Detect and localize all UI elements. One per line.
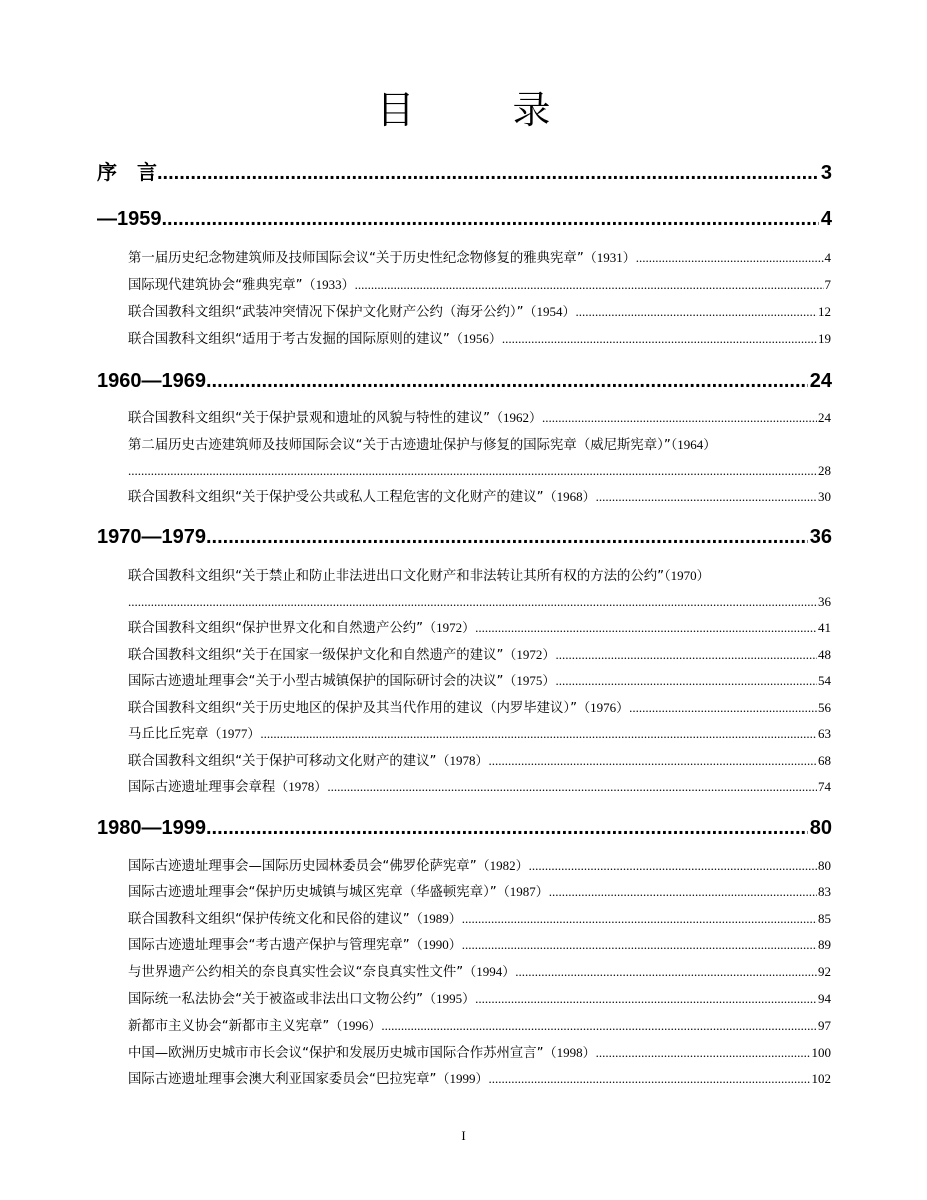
entry-year: （1998）: [543, 1045, 596, 1060]
dot-leader: [555, 645, 817, 665]
entry-year: （1996）: [329, 1018, 382, 1033]
toc-entry[interactable]: [128, 302, 831, 323]
entry-page: 94: [818, 991, 831, 1006]
toc-entry-continuation[interactable]: [128, 461, 831, 481]
dot-leader: [128, 461, 818, 481]
entry-title: 第二届历史古迹建筑师及技师国际会议“关于古迹遗址保护与修复的国际宪章（威尼斯宪章）”: [128, 438, 671, 453]
toc-entry-wrapped[interactable]: [128, 435, 831, 456]
toc-entry-continuation[interactable]: [128, 592, 831, 612]
entry-title: 国际现代建筑协会“雅典宪章”: [128, 278, 303, 293]
dot-leader: [596, 1043, 811, 1063]
dot-leader: [475, 989, 817, 1009]
toc-entry[interactable]: [128, 751, 831, 772]
dot-leader: [515, 962, 817, 982]
entry-page: 92: [818, 964, 831, 979]
dot-leader: [327, 777, 817, 797]
toc-section-1970-1979[interactable]: [97, 524, 832, 550]
entry-page: 48: [818, 647, 831, 662]
toc-entry[interactable]: [128, 275, 831, 296]
entry-page: 7: [824, 277, 831, 292]
section-label: 1980—1999: [97, 817, 206, 839]
entry-title: 联合国教科文组织“关于保护受公共或私人工程危害的文化财产的建议”: [128, 490, 544, 505]
toc-entry[interactable]: [128, 989, 831, 1010]
toc-section-1980-1999[interactable]: [97, 815, 832, 841]
entry-year: （1931）: [583, 250, 636, 265]
entry-page: 56: [818, 700, 831, 715]
dot-leader: [157, 160, 819, 186]
dot-leader: [629, 698, 817, 718]
entry-page: 63: [818, 726, 831, 741]
entry-page: 80: [818, 858, 831, 873]
toc-entry-wrapped[interactable]: [128, 566, 831, 587]
dot-leader: [555, 671, 817, 691]
entry-page: 24: [818, 410, 831, 425]
entry-title: 联合国教科文组织“适用于考古发掘的国际原则的建议”: [128, 332, 450, 347]
toc-section-preface[interactable]: [97, 160, 832, 186]
dot-leader: [206, 524, 808, 550]
section-label: 1960—1969: [97, 370, 206, 392]
toc-entry[interactable]: [128, 408, 831, 429]
dot-leader: [549, 882, 817, 902]
section-page: 3: [820, 162, 832, 184]
toc-section-1960-1969[interactable]: [97, 368, 832, 394]
entry-year: （1976）: [577, 700, 630, 715]
toc-entry[interactable]: [128, 1069, 831, 1090]
toc-entry[interactable]: [128, 935, 831, 956]
dot-leader: [162, 206, 819, 232]
entry-title: 国际古迹遗址理事会澳大利亚国家委员会“巴拉宪章”: [128, 1072, 437, 1087]
entry-title: 马丘比丘宪章: [128, 727, 209, 742]
dot-leader: [636, 248, 824, 268]
dot-leader: [260, 724, 817, 744]
toc-entry[interactable]: [128, 645, 831, 666]
entry-page: 68: [818, 753, 831, 768]
dot-leader: [206, 815, 808, 841]
toc-section-1959[interactable]: [97, 206, 832, 232]
entry-title: 国际古迹遗址理事会“关于小型古城镇保护的国际研讨会的决议”: [128, 674, 504, 689]
entry-page: 41: [818, 620, 831, 635]
dot-leader: [576, 302, 817, 322]
dot-leader: [462, 909, 817, 929]
entry-year: （1962）: [490, 410, 543, 425]
entry-page: 100: [811, 1045, 831, 1060]
section-page: 24: [809, 370, 832, 392]
entry-page: 89: [818, 937, 831, 952]
entry-title: 第一届历史纪念物建筑师及技师国际会议“关于历史性纪念物修复的雅典宪章”: [128, 251, 584, 266]
entry-title: 联合国教科文组织“保护传统文化和民俗的建议”: [128, 912, 410, 927]
entry-year: （1990）: [409, 937, 462, 952]
entry-title: 联合国教科文组织“关于在国家一级保护文化和自然遗产的建议”: [128, 648, 504, 663]
entry-title: 与世界遗产公约相关的奈良真实性会议“奈良真实性文件”: [128, 965, 464, 980]
toc-entry[interactable]: [128, 618, 831, 639]
entry-year: （1972）: [503, 647, 556, 662]
entry-title: 联合国教科文组织“关于保护景观和遗址的风貌与特性的建议”: [128, 411, 491, 426]
dot-leader: [462, 935, 817, 955]
toc-entry[interactable]: [128, 882, 831, 903]
dot-leader: [488, 1069, 810, 1089]
toc-entry[interactable]: [128, 698, 831, 719]
entry-year: （1975）: [503, 673, 556, 688]
entry-year: （1964）: [670, 437, 717, 452]
dot-leader: [502, 329, 817, 349]
toc-entry[interactable]: [128, 671, 831, 692]
entry-year: （1987）: [496, 884, 549, 899]
toc-entry[interactable]: [128, 909, 831, 930]
entry-title: 国际古迹遗址理事会章程: [128, 780, 276, 795]
section-label: 序 言: [97, 162, 157, 184]
toc-entry[interactable]: [128, 777, 831, 798]
entry-year: （1977）: [208, 726, 261, 741]
entry-title: 联合国教科文组织“关于保护可移动文化财产的建议”: [128, 754, 437, 769]
entry-page: 74: [818, 779, 831, 794]
entry-year: （1954）: [523, 304, 576, 319]
entry-page: 85: [818, 911, 831, 926]
entry-year: （1956）: [449, 331, 502, 346]
toc-entry[interactable]: [128, 248, 831, 269]
entry-page: 19: [818, 331, 831, 346]
entry-title: 联合国教科文组织“关于禁止和防止非法进出口文化财产和非法转让其所有权的方法的公约”: [128, 569, 665, 584]
entry-year: （1999）: [436, 1071, 489, 1086]
entry-page: 97: [818, 1018, 831, 1033]
toc-entry[interactable]: [128, 487, 831, 508]
entry-title: 国际古迹遗址理事会“考古遗产保护与管理宪章”: [128, 938, 410, 953]
entry-year: （1995）: [423, 991, 476, 1006]
dot-leader: [355, 275, 824, 295]
dot-leader: [542, 408, 817, 428]
entry-page: 36: [818, 594, 831, 609]
toc-entry[interactable]: [128, 962, 831, 983]
entry-page: 102: [811, 1071, 831, 1086]
section-page: 80: [809, 817, 832, 839]
entry-year: （1970）: [664, 568, 710, 583]
entry-title: 联合国教科文组织“保护世界文化和自然遗产公约”: [128, 621, 424, 636]
entry-year: （1978）: [436, 753, 489, 768]
dot-leader: [529, 856, 817, 876]
dot-leader: [488, 751, 817, 771]
entry-title: 中国—欧洲历史城市市长会议“保护和发展历史城市国际合作苏州宣言”: [128, 1046, 544, 1061]
toc-entry[interactable]: [128, 724, 831, 745]
page-number: I: [461, 1128, 466, 1143]
page-title: 目 录: [376, 88, 581, 132]
entry-year: （1978）: [275, 779, 328, 794]
entry-year: （1968）: [543, 489, 596, 504]
entry-year: （1933）: [302, 277, 355, 292]
dot-leader: [206, 368, 808, 394]
dot-leader: [128, 592, 818, 612]
entry-page: 83: [818, 884, 831, 899]
entry-year: （1972）: [423, 620, 476, 635]
section-page: 4: [820, 208, 832, 230]
dot-leader: [381, 1016, 817, 1036]
entry-year: （1982）: [476, 858, 529, 873]
dot-leader: [475, 618, 817, 638]
toc-entry[interactable]: [128, 1016, 831, 1037]
entry-year: （1989）: [409, 911, 462, 926]
section-page: 36: [809, 526, 832, 548]
entry-title: 国际古迹遗址理事会—国际历史园林委员会“佛罗伦萨宪章”: [128, 859, 477, 874]
entry-title: 国际古迹遗址理事会“保护历史城镇与城区宪章（华盛顿宪章）”: [128, 885, 497, 900]
entry-page: 28: [818, 463, 831, 478]
toc-entry[interactable]: [128, 1043, 831, 1064]
entry-title: 国际统一私法协会“关于被盗或非法出口文物公约”: [128, 992, 424, 1007]
toc-entry[interactable]: [128, 329, 831, 350]
entry-page: 12: [818, 304, 831, 319]
section-label: 1970—1979: [97, 526, 206, 548]
section-label: —1959: [97, 208, 162, 230]
entry-title: 新都市主义协会“新都市主义宪章”: [128, 1019, 330, 1034]
toc-entry[interactable]: [128, 856, 831, 877]
entry-page: 30: [818, 489, 831, 504]
entry-page: 54: [818, 673, 831, 688]
dot-leader: [596, 487, 817, 507]
entry-title: 联合国教科文组织“武装冲突情况下保护文化财产公约（海牙公约）”: [128, 305, 524, 320]
entry-year: （1994）: [463, 964, 516, 979]
entry-page: 4: [824, 250, 831, 265]
entry-title: 联合国教科文组织“关于历史地区的保护及其当代作用的建议（内罗毕建议）”: [128, 701, 578, 716]
